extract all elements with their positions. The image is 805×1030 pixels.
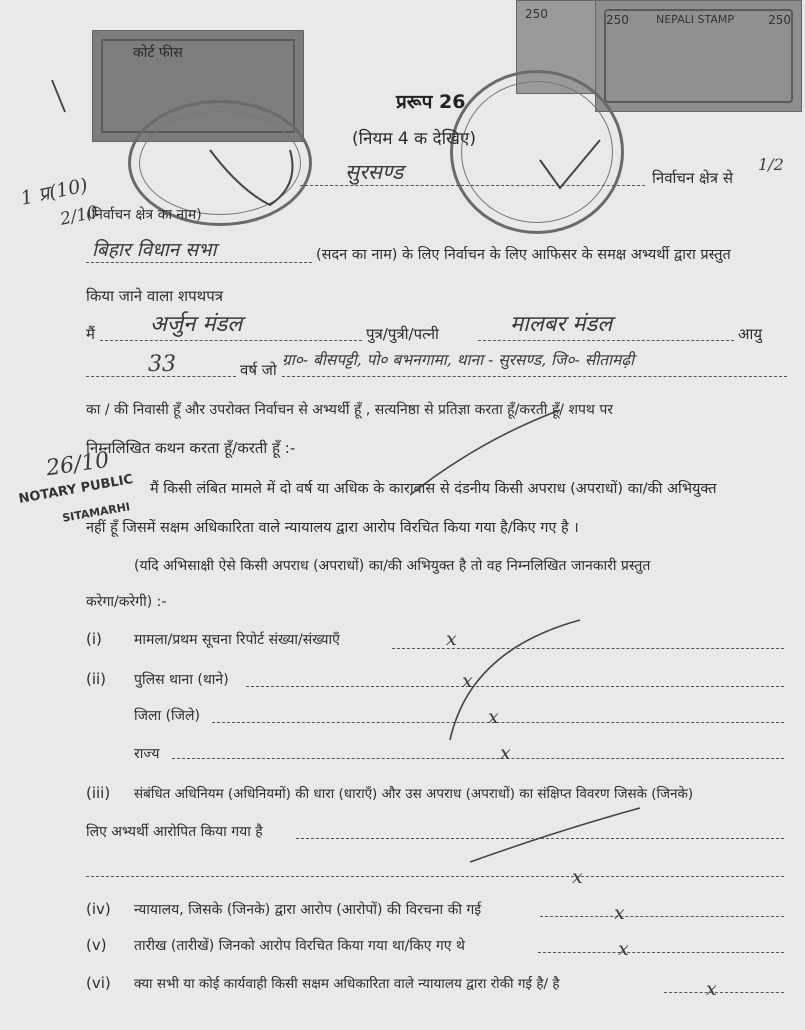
- item-num-iii: (iii): [86, 784, 111, 802]
- cross-mark-6: x: [614, 902, 625, 924]
- para2-a: (यदि अभिसाक्षी ऐसे किसी अपराध (अपराधों) का/की अभियुक्त है तो वह निम्नलिखित जानकारी प्रस्तुत: [134, 558, 651, 574]
- item-num-ii: (ii): [86, 670, 107, 688]
- cross-mark-2: x: [462, 670, 473, 692]
- pen-stroke-slash: [52, 80, 65, 112]
- pen-stroke-check: [540, 140, 600, 188]
- age-handwritten: 33: [148, 352, 176, 377]
- item-num-vi: (vi): [86, 974, 111, 992]
- cross-mark-4: x: [500, 742, 511, 764]
- age-label: आयु: [738, 325, 763, 343]
- margin-note-2: 2/10: [58, 202, 100, 230]
- right-stamp-label: NEPALI STAMP: [656, 13, 734, 26]
- name-handwritten: अर्जुन मंडल: [150, 312, 243, 337]
- item-label-vi: क्या सभी या कोई कार्यवाही किसी सक्षम अधिकारिता वाले न्यायालय द्वारा रोकी गई है/ है: [134, 976, 560, 992]
- right-stamp-value-2: 250: [768, 13, 791, 27]
- court-fee-stamp-text: कोर्ट फीस: [133, 45, 183, 61]
- cross-mark-5: x: [572, 866, 583, 888]
- father-handwritten: मालबर मंडल: [510, 312, 613, 337]
- para1-b: नहीं हूँ जिसमें सक्षम अधिकारिता वाले न्यायालय द्वारा आरोप विरचित किया गया है/किए गए है ।: [86, 520, 579, 536]
- notary-line2: SITAMARHI: [61, 500, 132, 525]
- item-label-district: जिला (जिले): [134, 708, 201, 724]
- item-label-state: राज्य: [134, 746, 160, 762]
- form-title: प्ररूप 26: [396, 91, 466, 113]
- cross-mark-7: x: [618, 938, 629, 960]
- page-fraction: 1/2: [758, 155, 784, 174]
- item-label-iii: संबंधित अधिनियम (अधिनियमों) की धारा (धाराएँ) और उस अपराध (अपराधों) का संक्षिप्त विवरण जिसके (जिनके): [134, 786, 694, 802]
- resident-line: का / की निवासी हूँ और उपरोक्त निर्वाचन से अभ्यर्थी हूँ , सत्यनिष्ठा से प्रतिज्ञा करता हूँ/करती हूँ/ शपथ पर: [86, 402, 614, 418]
- item-label-iii-b: लिए अभ्यर्थी आरोपित किया गया है: [86, 824, 263, 840]
- middle-stamp-value: 250: [525, 7, 548, 21]
- form-subtitle: (नियम 4 क देखिए): [352, 129, 476, 149]
- item-num-iv: (iv): [86, 900, 111, 918]
- house-label: (सदन का नाम) के लिए निर्वाचन के लिए आफिसर के समक्ष अभ्यर्थी द्वारा प्रस्तुत: [316, 247, 731, 263]
- pen-stroke-diagonal-2: [470, 808, 640, 862]
- cross-mark-8: x: [706, 978, 717, 1000]
- date-note: 26/10: [44, 447, 111, 482]
- item-label-iv: न्यायालय, जिसके (जिनके) द्वारा आरोप (आरोपों) की विरचना की गई: [134, 902, 482, 918]
- cross-mark-3: x: [488, 706, 499, 728]
- item-num-v: (v): [86, 936, 107, 954]
- years-label: वर्ष जो: [240, 361, 277, 379]
- constituency-label: (निर्वाचन क्षेत्र का नाम): [86, 207, 202, 223]
- para1-a: मैं किसी लंबित मामले में दो वर्ष या अधिक के कारावास से दंडनीय किसी अपराध (अपराधों) का/की अभियुक्त: [150, 481, 717, 497]
- cross-mark-1: x: [446, 628, 457, 650]
- pen-stroke-signature: [210, 150, 293, 205]
- address-handwritten: ग्रा०- बीसपट्टी, पो० बभनगामा, थाना - सुरसण्ड, जि०- सीतामढ़ी: [282, 351, 635, 369]
- item-label-i: मामला/प्रथम सूचना रिपोर्ट संख्या/संख्याएँ: [134, 632, 340, 648]
- para2-b: करेगा/करेगी) :-: [86, 594, 167, 610]
- pen-stroke-curve: [450, 620, 580, 740]
- state-line: निम्नलिखित कथन करता हूँ/करती हूँ :-: [86, 439, 296, 457]
- constituency-handwritten: सुरसण्ड: [345, 160, 404, 184]
- pen-stroke-diagonal-1: [410, 410, 560, 495]
- house-handwritten: बिहार विधान सभा: [92, 239, 217, 261]
- relation-label: पुत्र/पुत्री/पत्नी: [366, 325, 439, 343]
- margin-note: 1 प्र(10): [18, 174, 90, 210]
- i-prefix: मैं: [86, 325, 95, 343]
- right-stamp-value: 250: [606, 13, 629, 27]
- item-label-v: तारीख (तारीखें) जिनको आरोप विरचित किया गया था/किए गए थे: [134, 938, 465, 954]
- item-num-i: (i): [86, 630, 102, 648]
- constituency-suffix: निर्वाचन क्षेत्र से: [652, 169, 733, 187]
- affidavit-line: किया जाने वाला शपथपत्र: [86, 287, 224, 305]
- notary-line1: NOTARY PUBLIC: [17, 472, 135, 507]
- item-label-ii: पुलिस थाना (थाने): [134, 672, 229, 688]
